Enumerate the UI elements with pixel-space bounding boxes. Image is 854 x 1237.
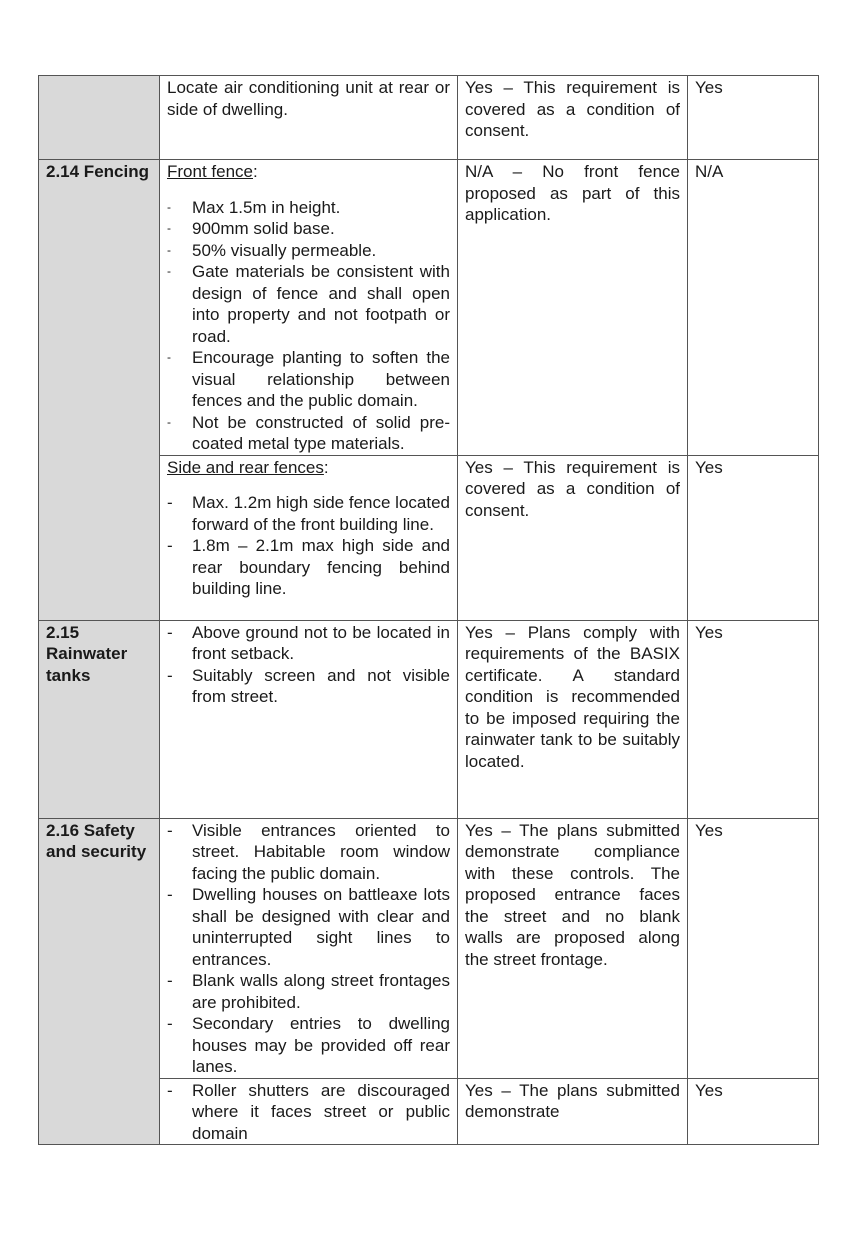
comment-text: Yes – Plans comply with requirements of the BASIX certificate. A standard condition is recommended to be imposed requiring the rainwater tank to be suitably located. (465, 622, 680, 771)
compliance-table (38, 75, 819, 1145)
bullet-list (167, 820, 450, 1078)
bullet-list (167, 1080, 450, 1145)
section-heading-cell (39, 160, 160, 621)
complies-text: Yes (695, 457, 723, 477)
table-row (39, 620, 819, 818)
control-cell (160, 1078, 458, 1145)
list-item: - Encourage planting to soften the visual relationship between fences and the public domain. (167, 347, 450, 412)
comment-text: Yes – The plans submitted demonstrate (465, 1080, 680, 1121)
control-title (167, 457, 450, 479)
control-cell (160, 160, 458, 456)
complies-cell (688, 160, 819, 456)
comment-cell (458, 76, 688, 160)
control-cell (160, 818, 458, 1078)
comment-text: Yes – This requirement is covered as a condition of consent. (465, 78, 680, 140)
control-title (167, 161, 450, 183)
section-heading: 2.14 Fencing (46, 162, 149, 181)
section-heading-cell (39, 76, 160, 160)
section-heading-cell (39, 620, 160, 818)
table-row (39, 818, 819, 1078)
complies-cell (688, 455, 819, 620)
list-item: - Not be constructed of solid pre-coated metal type materials. (167, 412, 450, 455)
list-item: - Secondary entries to dwelling houses may be provided off rear lanes. (167, 1013, 450, 1078)
complies-text: Yes (695, 1080, 723, 1100)
complies-text: N/A (695, 162, 724, 181)
list-item: - Visible entrances oriented to street. Habitable room window facing the public domain. (167, 820, 450, 885)
list-item: - Blank walls along street frontages are prohibited. (167, 970, 450, 1013)
bullet-list (167, 197, 450, 455)
list-item: - 1.8m – 2.1m max high side and rear boundary fencing behind building line. (167, 535, 450, 600)
complies-text: Yes (695, 78, 723, 97)
complies-text: Yes (695, 820, 723, 840)
list-item: - Max. 1.2m high side fence located forward of the front building line. (167, 492, 450, 535)
list-item: - Max 1.5m in height. (167, 197, 450, 219)
section-heading-cell (39, 818, 160, 1145)
bullet-list (167, 492, 450, 600)
comment-text: Yes – The plans submitted demonstrate compliance with these controls. The proposed entrance faces the street and no blank walls are proposed along the street frontage. (465, 820, 680, 969)
comment-cell (458, 455, 688, 620)
table-row (39, 76, 819, 160)
control-cell (160, 76, 458, 160)
comment-cell (458, 620, 688, 818)
comment-text: Yes – This requirement is covered as a condition of consent. (465, 457, 680, 520)
comment-text: N/A – No front fence proposed as part of this application. (465, 162, 680, 224)
bullet-list (167, 622, 450, 708)
control-cell (160, 620, 458, 818)
complies-cell (688, 1078, 819, 1145)
list-item: - Roller shutters are discouraged where it faces street or public domain (167, 1080, 450, 1145)
complies-cell (688, 818, 819, 1078)
control-title-suffix: : (323, 457, 329, 477)
control-title-text: Front fence (167, 162, 253, 181)
complies-text: Yes (695, 622, 723, 642)
complies-cell (688, 620, 819, 818)
list-item: - Dwelling houses on battleaxe lots shall be designed with clear and uninterrupted sight lines to entrances. (167, 884, 450, 970)
section-heading: 2.15 Rainwater tanks (46, 622, 128, 685)
control-cell (160, 455, 458, 620)
section-heading: 2.16 Safety and security (46, 820, 147, 861)
control-text: Locate air conditioning unit at rear or side of dwelling. (167, 78, 450, 119)
comment-cell (458, 818, 688, 1078)
list-item: - 50% visually permeable. (167, 240, 450, 262)
comment-cell (458, 1078, 688, 1145)
list-item: - Suitably screen and not visible from street. (167, 665, 450, 708)
comment-cell (458, 160, 688, 456)
list-item: - Above ground not to be located in front setback. (167, 622, 450, 665)
control-title-suffix: : (253, 162, 258, 181)
table-row (39, 160, 819, 456)
control-title-text: Side and rear fences (167, 457, 324, 477)
complies-cell (688, 76, 819, 160)
list-item: - 900mm solid base. (167, 218, 450, 240)
list-item: - Gate materials be consistent with design of fence and shall open into property and not footpath or road. (167, 261, 450, 347)
